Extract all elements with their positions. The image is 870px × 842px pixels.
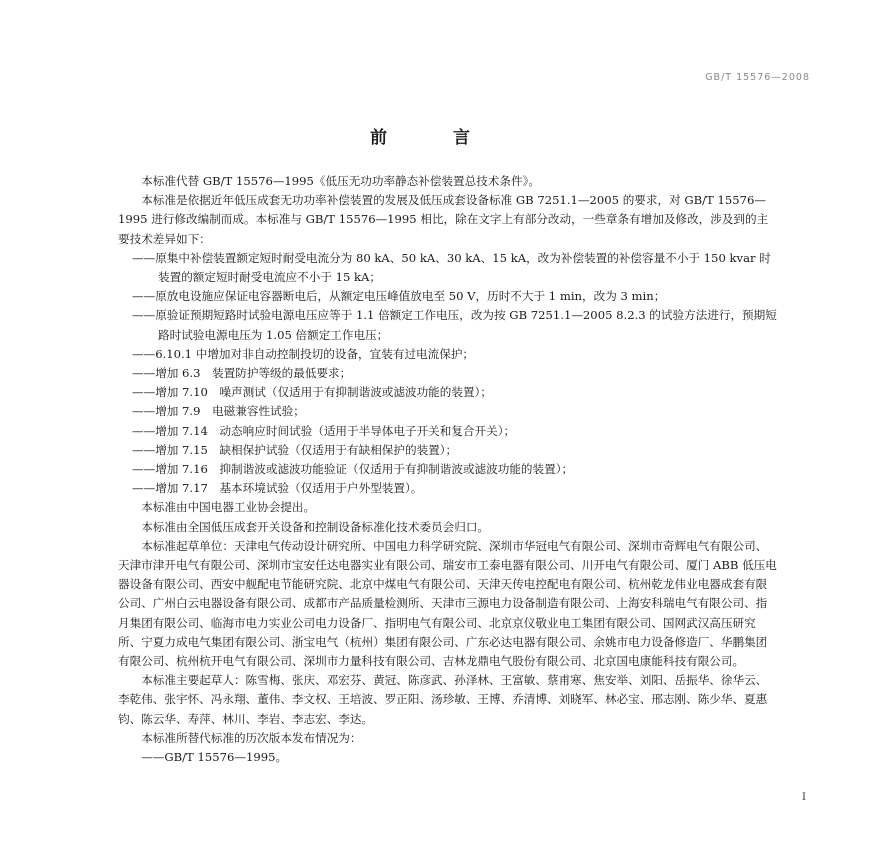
page-number: I (802, 792, 806, 803)
foreword-body (118, 172, 778, 767)
change-item: ——增加 6.3 装置防护等级的最低要求； (132, 366, 352, 381)
paragraph-drafters: 本标准主要起草人：陈雪梅、张庆、邓宏芬、黄冠、陈彦武、孙泽林、王富敏、蔡甫寒、焦安举、刘阳、岳振华、徐华云、李乾伟、张宇怀、冯永翔、董伟、李文权、王培波、罗正阳、汤珍敏、王博、乔清博、刘晓军、林必宝、邢志刚、陈少华、夏惠钧、陈云华、寿萍、林川、李岩、李志宏、李达。 (118, 673, 768, 726)
change-item: ——增加 7.17 基本环境试验（仅适用于户外型装置）。 (132, 481, 423, 496)
change-item: ——增加 7.16 抑制谐波或滤波功能验证（仅适用于有抑制谐波或滤波功能的装置）； (132, 462, 574, 477)
paragraph-history-intro: 本标准所替代标准的历次版本发布情况为： (141, 730, 362, 745)
change-item: ——增加 7.9 电磁兼容性试验； (132, 404, 305, 419)
paragraph-centralized: 本标准由全国低压成套开关设备和控制设备标准化技术委员会归口。 (141, 519, 490, 534)
standard-code-header: GB/T 15576—2008 (705, 72, 810, 83)
change-item: ——原集中补偿装置额定短时耐受电流分为 80 kA、50 kA、30 kA、15 kA，改为补偿装置的补偿容量不小于 150 kvar 时装置的额定短时耐受电流应不小于 15 kA； (132, 250, 771, 285)
paragraph-drafting-units: 本标准起草单位：天津电气传动设计研究所、中国电力科学研究院、深圳市华冠电气有限公司、深圳市奇辉电气有限公司、天津市津开电气有限公司、深圳市宝安任达电器实业有限公司、瑞安市工泰电器有限公司、川开电气有限公司、厦门 ABB 低压电器设备有限公司、西安中舰配电节能研究院、北京中煤电气有限公司、天津天传电控配电有限公司、杭州乾龙伟业电器成套有限公司、广州白云电器设备有限公司、成都市产品质量检测所、天津市三源电力设备制造有限公司、上海安科瑞电气有限公司、指月集团有限公司、临海市电力实业公司电力设备厂、指明电气有限公司、北京京仪敬业电工集团有限公司、国网武汉高压研究所、宁夏力成电气集团有限公司、浙宝电气（杭州）集团有限公司、广东必达电器有限公司、余姚市电力设备修造厂、华鹏集团有限公司、杭州杭开电气有限公司、深圳市力量科技有限公司、吉林龙鼎电气股份有限公司、北京国电康能科技有限公司。 (118, 538, 777, 669)
page-title: 前 言 (370, 128, 500, 148)
history-item: ——GB/T 15576—1995。 (141, 750, 288, 765)
paragraph-proposed: 本标准由中国电器工业协会提出。 (141, 500, 316, 515)
change-item: ——增加 7.15 缺相保护试验（仅适用于有缺相保护的装置）； (132, 442, 458, 457)
change-item: ——增加 7.10 噪声测试（仅适用于有抑制谐波或滤波功能的装置）； (132, 385, 492, 400)
change-item: ——原验证预期短路时试验电源电压应等于 1.1 倍额定工作电压，改为按 GB 7251.1—2005 8.2.3 的试验方法进行，预期短路时试验电源电压为 1.05 倍额定工作电压； (132, 308, 777, 342)
paragraph-replaces: 本标准代替 GB/T 15576—1995《低压无功功率静态补偿装置总技术条件》。 (141, 174, 541, 188)
change-item: ——增加 7.14 动态响应时间试验（适用于半导体电子开关和复合开关）； (132, 423, 516, 438)
change-item: ——原放电设施应保证电容器断电后，从额定电压峰值放电至 50 V，历时不大于 1 min，改为 3 min； (132, 289, 666, 304)
change-item: ——6.10.1 中增加对非自动控制投切的设备，宜装有过电流保护； (132, 346, 475, 361)
paragraph-basis: 本标准是依据近年低压成套无功功率补偿装置的发展及低压成套设备标准 GB 7251.1—2005 的要求，对 GB/T 15576—1995 进行修改编制而成。本标准与 GB/T 15576—1995 相比，除在文字上有部分改动，一些章条有增加及修改，涉及到的主要技术差异如下： (118, 193, 769, 246)
